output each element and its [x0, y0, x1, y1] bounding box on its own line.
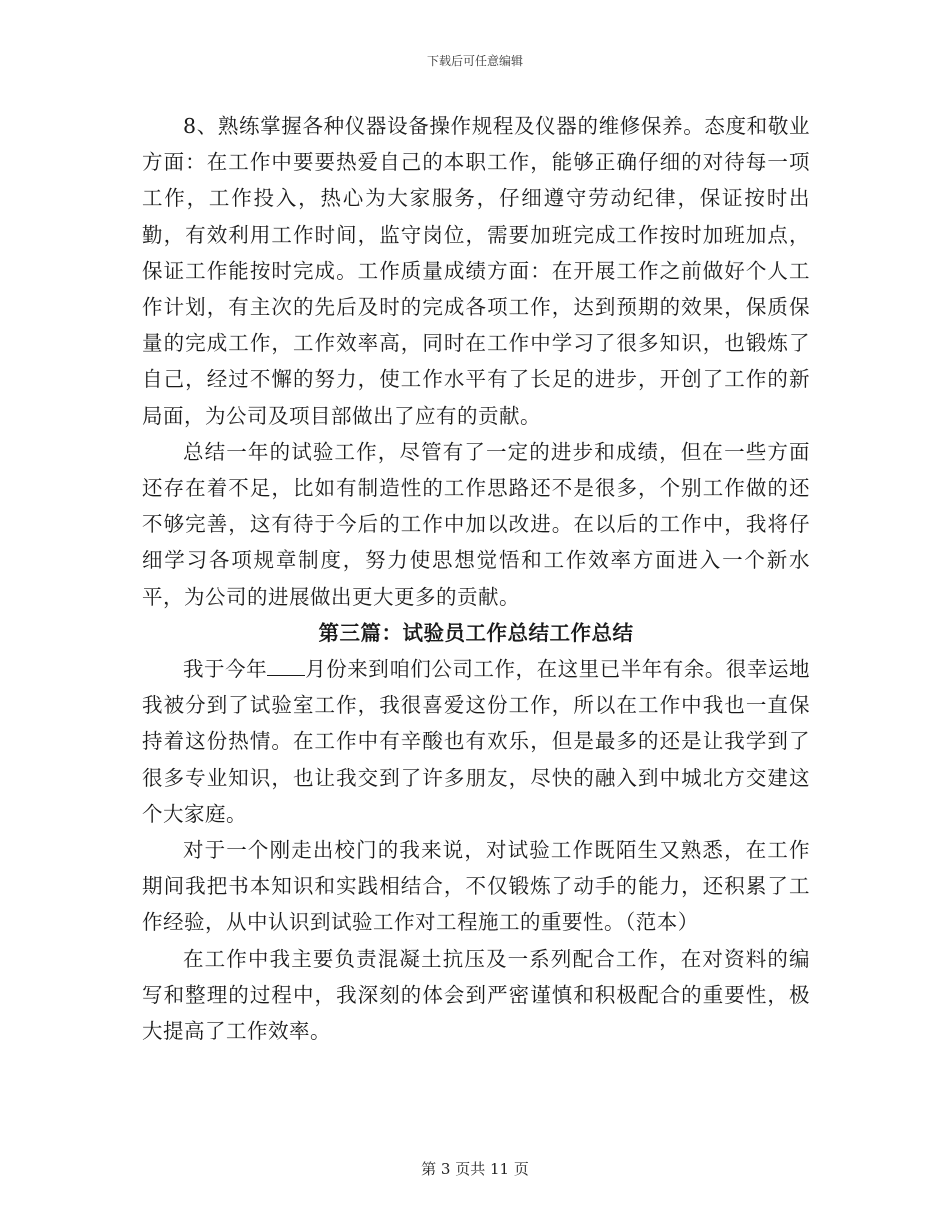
page-number: 第 3 页共 11 页 — [421, 1160, 529, 1178]
intro-text-end: 月份来到咱们公司工作，在这里已半年有余。很幸运地我被分到了试验室工作，我很喜爱这份工作，所以在工作中我也一直保持着这份热情。在工作中有辛酸也有欢乐，但是最多的还是让我学到了很多专业知识，也让我交到了许多朋友，尽快的融入到中城北方交建这个大家庭。 — [142, 657, 811, 826]
paragraph-work-attitude: 8、熟练掌握各种仪器设备操作规程及仪器的维修保养。态度和敬业方面：在工作中要要热爱自己的本职工作，能够正确仔细的对待每一项工作，工作投入，热心为大家服务，仔细遵守劳动纪律，保证按时出勤，有效利用工作时间，监守岗位，需要加班完成工作按时加班加点，保证工作能按时完成。工作质量成绩方面：在开展工作之前做好个人工作计划，有主次的先后及时的完成各项工作，达到预期的效果，保质保量的完成工作，工作效率高，同时在工作中学习了很多知识，也锻炼了自己，经过不懈的努力，使工作水平有了长足的进步，开创了工作的新局面，为公司及项目部做出了应有的贡献。 — [142, 114, 810, 428]
page-header: 下载后可任意编辑 — [426, 54, 523, 68]
paragraph-year-summary: 总结一年的试验工作，尽管有了一定的进步和成绩，但在一些方面还存在着不足，比如有制造性的工作思路还不是很多，个别工作做的还不够完善，这有待于今后的工作中加以改进。在以后的工作中，我将仔细学习各项规章制度，努力使思想觉悟和工作效率方面进入一个新水平，为公司的进展做出更大更多的贡献。 — [142, 439, 810, 609]
document-body — [142, 108, 810, 1049]
section-title: 第三篇：试验员工作总结工作总结 — [318, 620, 634, 645]
paragraph-new-graduate: 对于一个刚走出校门的我来说，对试验工作既陌生又熟悉，在工作期间我把书本知识和实践相结合，不仅锻炼了动手的能力，还积累了工作经验，从中认识到试验工作对工程施工的重要性。（范本） — [142, 838, 810, 935]
intro-text-start: 我于今年 — [183, 657, 268, 682]
paragraph-responsibilities: 在工作中我主要负责混凝土抗压及一系列配合工作，在对资料的编写和整理的过程中，我深刻的体会到严密谨慎和积极配合的重要性，极大提高了工作效率。 — [142, 946, 810, 1044]
fill-in-blank — [267, 674, 305, 676]
paragraph-intro — [142, 651, 810, 832]
